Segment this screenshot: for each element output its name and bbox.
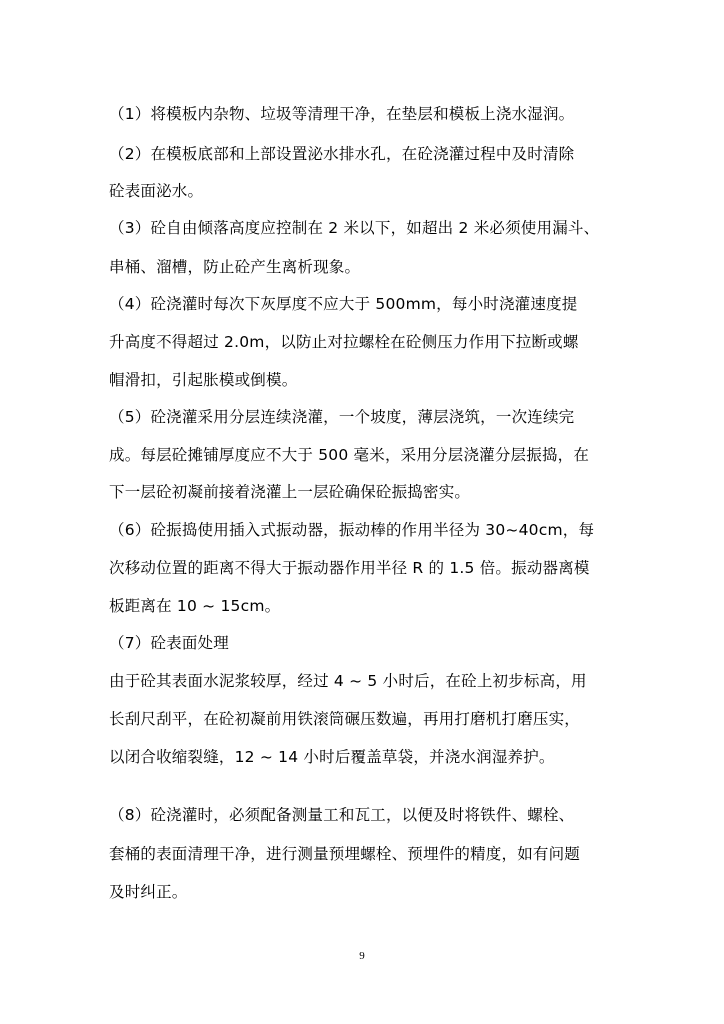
page-number: 9 <box>359 950 365 962</box>
paragraph-7-heading: （7）砼表面处理 <box>109 634 229 652</box>
paragraph-8-line-2: 套桶的表面清理干净，进行测量预埋螺栓、预埋件的精度，如有问题 <box>109 845 581 863</box>
paragraph-4-line-2: 升高度不得超过 2.0m，以防止对拉螺栓在砼侧压力作用下拉断或螺 <box>109 333 579 351</box>
paragraph-7-line-2: 长刮尺刮平，在砼初凝前用铁滚筒碾压数遍，再用打磨机打磨压实， <box>109 710 581 728</box>
paragraph-4-line-1: （4）砼浇灌时每次下灰厚度不应大于 500mm，每小时浇灌速度提 <box>109 295 578 313</box>
paragraph-6-line-2: 次移动位置的距离不得大于振动器作用半径 R 的 1.5 倍。振动器离模 <box>109 559 590 577</box>
paragraph-1-line-1: （1）将模板内杂物、垃圾等清理干净，在垫层和模板上浇水湿润。 <box>109 105 575 123</box>
paragraph-5-line-3: 下一层砼初凝前接着浇灌上一层砼确保砼振捣密实。 <box>109 483 471 501</box>
paragraph-5-line-2: 成。每层砼摊铺厚度应不大于 500 毫米，采用分层浇灌分层振捣，在 <box>109 446 590 464</box>
paragraph-5-line-1: （5）砼浇灌采用分层连续浇灌，一个坡度，薄层浇筑，一次连续完 <box>109 408 575 426</box>
paragraph-4-line-3: 帽滑扣，引起胀模或倒模。 <box>109 371 298 389</box>
paragraph-8-line-3: 及时纠正。 <box>109 883 188 901</box>
paragraph-7-line-3: 以闭合收缩裂缝，12 ~ 14 小时后覆盖草袋，并浇水润湿养护。 <box>109 748 555 766</box>
paragraph-3-line-2: 串桶、溜槽，防止砼产生离析现象。 <box>109 258 361 276</box>
paragraph-6-line-3: 板距离在 10 ~ 15cm。 <box>109 597 281 615</box>
paragraph-8-line-1: （8）砼浇灌时，必须配备测量工和瓦工，以便及时将铁件、螺栓、 <box>109 806 575 824</box>
paragraph-6-line-1: （6）砼振捣使用插入式振动器，振动棒的作用半径为 30~40cm，每 <box>109 521 595 539</box>
paragraph-2-line-2: 砼表面泌水。 <box>109 182 204 200</box>
paragraph-3-line-1: （3）砼自由倾落高度应控制在 2 米以下，如超出 2 米必须使用漏斗、 <box>109 219 600 237</box>
paragraph-7-line-1: 由于砼其表面水泥浆较厚，经过 4 ~ 5 小时后，在砼上初步标高，用 <box>109 672 587 690</box>
paragraph-2-line-1: （2）在模板底部和上部设置泌水排水孔，在砼浇灌过程中及时清除 <box>109 145 575 163</box>
